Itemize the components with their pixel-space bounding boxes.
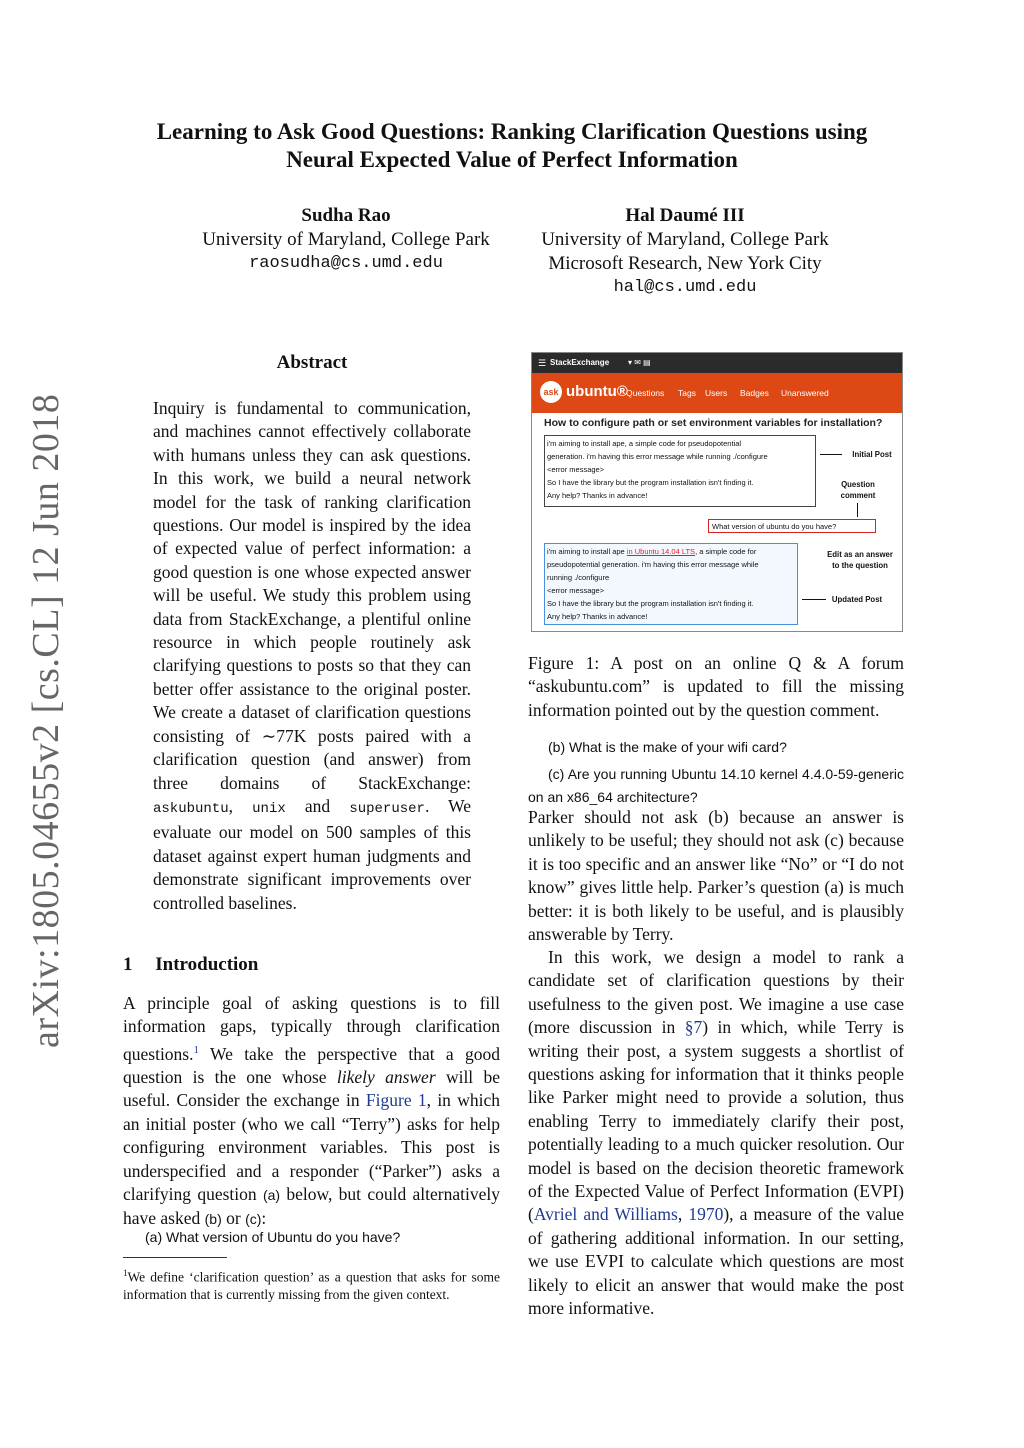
annotation-edit-answer <box>818 549 902 571</box>
label-a: (a) <box>262 1187 281 1204</box>
annotation-line: comment <box>840 491 876 500</box>
intro-text: In this work, we design a model to rank a candidate set of clarification questions by their usefulness to the given post. We imagine a use case (more discussion in <box>528 947 904 1038</box>
intro-paragraph-2: Parker should not ask (b) because an answer is unlikely to be useful; they should not ask (c) because it is too specific and an answer like “No” or “I do not know” gives little help. Parker’s question (a) is much better: it is both likely to be useful, and is plausibly answerable by Terry. <box>528 807 904 945</box>
section-title: Introduction <box>155 954 259 975</box>
abstract-text: Inquiry is fundamental to communication, and machines cannot effectively collaborate with humans unless they can ask questions. In this work, we build a neural network model for the task of ranking clarification questions. Our model is inspired by the idea of expected value of perfect information: a good question is one whose expected answer will be useful. We study this problem using data from StackExchange, a plentiful online resource in which people routinely ask clarifying questions to posts so that they can better offer assistance to the original poster. We create a dataset of clarification questions consisting of ∼77K posts paired with a clarification question (and answer) from three domains of StackExchange: <box>153 398 471 793</box>
author-affiliation: University of Maryland, College Park <box>202 229 490 250</box>
intro-text: will be useful. Consider the exchange in <box>123 1067 500 1111</box>
annotation-line: Edit as an answer <box>827 550 893 559</box>
arxiv-stamp: arXiv:1805.04655v2 [cs.CL] 12 Jun 2018 <box>25 393 67 1048</box>
annotation-updated-post: Updated Post <box>831 595 883 604</box>
author-name: Sudha Rao <box>301 205 391 226</box>
post-line: Any help? Thanks in advance! <box>547 612 648 621</box>
askubuntu-logo-icon: ask <box>540 381 562 403</box>
intro-text: below, but could alternatively have asked <box>123 1184 500 1229</box>
updated-post-box <box>544 543 798 625</box>
author-email[interactable]: hal@cs.umd.edu <box>613 278 757 297</box>
intro-text: : <box>261 1208 267 1229</box>
logo-text: ubuntu® <box>566 383 628 400</box>
footnote-rule <box>123 1257 227 1258</box>
arrow-initial <box>820 454 842 455</box>
paper-title <box>0 118 1024 174</box>
post-line <box>547 545 795 558</box>
question-title: How to configure path or set environment variables for installation? <box>544 417 883 429</box>
post-line: <error message> <box>547 465 605 474</box>
nav-tags[interactable]: Tags <box>678 388 696 398</box>
edit-highlight: in Ubuntu 14.04 LTS <box>626 547 696 556</box>
topbar-brand: StackExchange <box>550 358 610 367</box>
footnote-mark[interactable]: 1 <box>193 1043 199 1056</box>
intro-text: or <box>221 1208 246 1229</box>
code-superuser: superuser <box>349 800 425 817</box>
author-affiliation: University of Maryland, College Park <box>541 229 829 250</box>
footnote-number: 1 <box>123 1268 128 1278</box>
post-line: <error message> <box>547 586 605 595</box>
intro-text: A principle goal of asking questions is to fill information gaps, typically through clarification questions. <box>123 993 500 1064</box>
section-heading <box>123 954 258 976</box>
post-line: i'm aiming to install ape, a simple code for pseudopotential <box>547 439 742 448</box>
abstract-sep: , <box>228 795 233 816</box>
intro-text: , <box>677 1204 689 1225</box>
post-text: , a simple code for <box>695 547 757 556</box>
intro-paragraph-3 <box>528 946 904 1321</box>
example-question-a: (a) What version of Ubuntu do you have? <box>145 1229 401 1245</box>
nav-users[interactable]: Users <box>705 388 728 398</box>
post-line: So I have the library but the program installation isn't finding it. <box>547 478 754 487</box>
menu-icon: ☰ <box>538 358 547 368</box>
annotation-line: Question <box>841 480 875 489</box>
arrow-updated <box>802 599 826 600</box>
abstract-text-end: . We evaluate our model on 500 samples of this dataset against expert human judgments and demonstrate significant improvements over controlled baselines. <box>153 795 472 913</box>
initial-post-box <box>544 435 816 507</box>
nav-badges[interactable]: Badges <box>740 388 769 398</box>
askubuntu-header <box>532 373 902 413</box>
nav-questions[interactable]: Questions <box>626 388 665 398</box>
code-unix: unix <box>252 800 286 817</box>
stackexchange-topbar <box>532 353 902 373</box>
footnote <box>123 1265 500 1303</box>
annotation-line: to the question <box>832 561 888 570</box>
post-line: So I have the library but the program installation isn't finding it. <box>547 599 754 608</box>
post-text: i'm aiming to install ape <box>547 547 627 556</box>
intro-text: We take the perspective that a good question is the one whose <box>123 1043 500 1088</box>
intro-text: , in which an initial poster (who we call “Terry”) asks for help configuring environment variables. This post is underspecified and a responder (“Parker”) asks a clarifying question <box>123 1090 500 1205</box>
post-line: generation. i'm having this error message while running ./configure <box>547 452 768 461</box>
author-name: Hal Daumé III <box>625 205 745 226</box>
label-b: (b) <box>204 1211 222 1228</box>
title-line-1: Learning to Ask Good Questions: Ranking Clarification Questions using <box>156 119 868 144</box>
abstract-and: and <box>304 795 331 816</box>
section-number: 1 <box>123 954 133 975</box>
figure-1-caption: Figure 1: A post on an online Q & A forum “askubuntu.com” is updated to fill the missing information pointed out by the question comment. <box>528 653 904 720</box>
author-affiliation-2: Microsoft Research, New York City <box>548 253 822 274</box>
nav-unanswered[interactable]: Unanswered <box>781 388 829 398</box>
intro-paragraph-1 <box>123 992 500 1232</box>
figure-1-screenshot <box>531 352 903 632</box>
topbar-icons: ▾ ✉ ▤ <box>628 358 651 367</box>
intro-text: ) in which, while Terry is writing their post, a system suggests a shortlist of questions asking for information that it thinks people like Parker might need to provide a solution, thus enabling Terry to immediately clarify their post, potentially leading to a much quicker resolution. Our model is based on the decision theoretic framework of the Expected Value of Perfect Information (EVPI) ( <box>528 1017 904 1225</box>
abstract-body <box>153 397 471 915</box>
intro-emphasis: likely answer <box>336 1067 436 1088</box>
citation-link[interactable]: Avriel and Williams <box>533 1204 678 1225</box>
post-line: running ./configure <box>547 573 610 582</box>
citation-year-link[interactable]: 1970 <box>688 1204 724 1225</box>
author-block-2 <box>515 204 855 300</box>
example-question-c: (c) Are you running Ubuntu 14.10 kernel 4.4.0-59-generic on an x86_64 architecture? <box>528 766 904 805</box>
intro-text: ), a measure of the value of gathering additional information. In our setting, we use EVPI to calculate which questions are most likely to elicit an answer that would make the post more informative. <box>528 1204 904 1319</box>
title-line-2: Neural Expected Value of Perfect Information <box>286 147 738 172</box>
example-question-b: (b) What is the make of your wifi card? <box>548 739 787 755</box>
abstract-heading: Abstract <box>276 352 348 373</box>
comment-box: What version of ubuntu do you have? <box>708 519 876 533</box>
annotation-question-comment <box>828 479 888 501</box>
post-line: pseudopotential generation. i'm having this error message while <box>547 560 759 569</box>
code-askubuntu: askubuntu <box>153 800 229 817</box>
figure-ref-link[interactable]: Figure 1 <box>365 1090 427 1111</box>
footnote-text: We define ‘clarification question’ as a question that asks for some information that is currently missing from the given context. <box>123 1269 500 1302</box>
arrow-comment <box>857 503 858 517</box>
author-block-1 <box>176 204 516 276</box>
annotation-initial-post: Initial Post <box>852 450 892 459</box>
label-c: (c) <box>245 1211 262 1228</box>
section-ref-link[interactable]: §7 <box>684 1017 703 1038</box>
post-line: Any help? Thanks in advance! <box>547 491 648 500</box>
author-email[interactable]: raosudha@cs.umd.edu <box>249 254 443 273</box>
